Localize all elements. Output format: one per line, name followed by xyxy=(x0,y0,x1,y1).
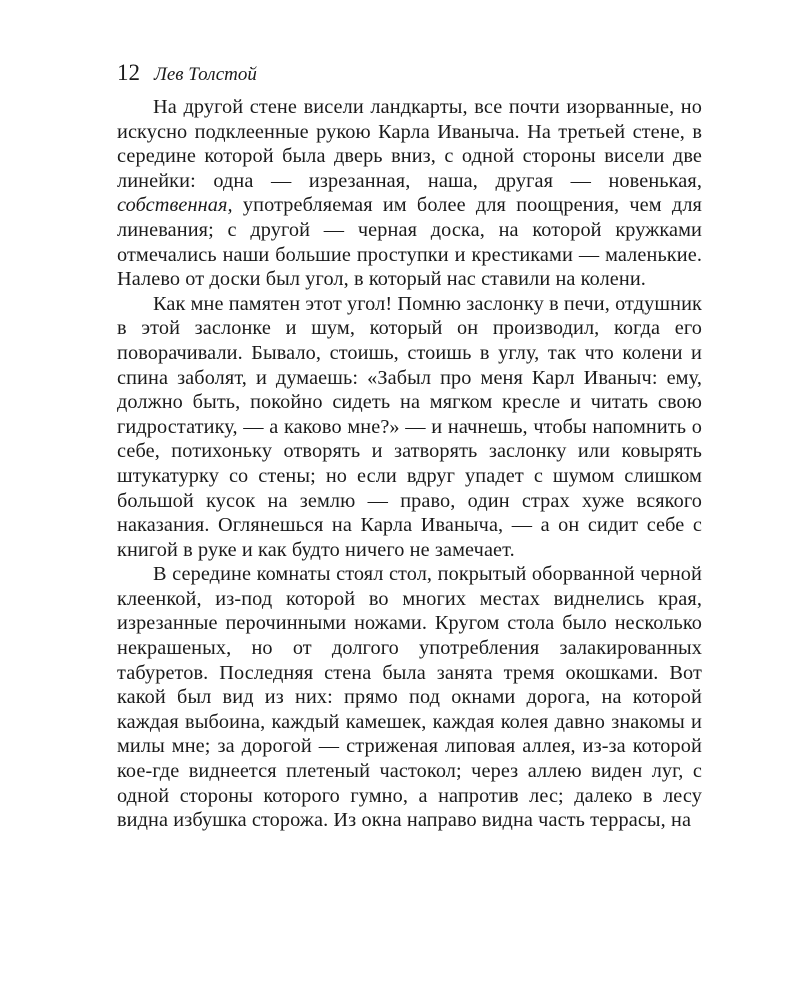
paragraph-text: На другой стене висели ландкарты, все почти изорванные, но искусно подклеенные рукою Карла Иваныча. На третьей стене, в середине которой была дверь вниз, с одной стороны висели две линейки: одна — изрезанная, наша, другая — новенькая, xyxy=(117,96,702,192)
paragraph: В середине комнаты стоял стол, покрытый оборванной черной клеенкой, из-под которой во многих местах виднелись края, изрезанные перочинными ножами. Кругом стола было несколько некрашеных, но от долгого употребления залакированных табуретов. Последняя стена была занята тремя окошками. Вот какой был вид из них: прямо под окнами дорога, на которой каждая выбоина, каждый камешек, каждая колея давно знакомы и милы мне; за дорогой — стриженая липовая аллея, из-за которой кое-где виднеется плетеный частокол; через аллею виден луг, с одной стороны которого гумно, а напротив лес; далеко в лесу видна избушка сторожа. Из окна направо видна часть террасы, на xyxy=(117,563,702,832)
body-text xyxy=(117,95,702,833)
paragraph: Как мне памятен этот угол! Помню заслонку в печи, отдушник в этой заслонке и шум, который он производил, когда его поворачивали. Бывало, стоишь, стоишь в углу, так что колени и спина заболят, и думаешь: «Забыл про меня Карл Иваныч: ему, должно быть, покойно сидеть на мягком кресле и читать свою гидростатику, — а каково мне?» — и начнешь, чтобы напомнить о себе, потихоньку отворять и затворять заслонку или ковырять штукатурку со стены; но если вдруг упадет с шумом слишком большой кусок на землю — право, один страх хуже всякого наказания. Оглянешься на Карла Иваныча, — а он сидит себе с книгой в руке и как будто ничего не замечает. xyxy=(117,292,702,561)
page-number: 12 xyxy=(117,60,140,85)
italic-emphasis: собственная, xyxy=(117,194,233,217)
book-author: Лев Толстой xyxy=(154,64,257,85)
book-page xyxy=(117,60,702,833)
paragraph xyxy=(117,95,702,292)
paragraph-text: употребляемая им более для поощрения, чем для линевания; с другой — черная доска, на которой кружками отмечались наши большие проступки и крестиками — маленькие. Налево от доски был угол, в который нас ставили на колени. xyxy=(117,194,702,291)
running-head xyxy=(117,60,702,90)
